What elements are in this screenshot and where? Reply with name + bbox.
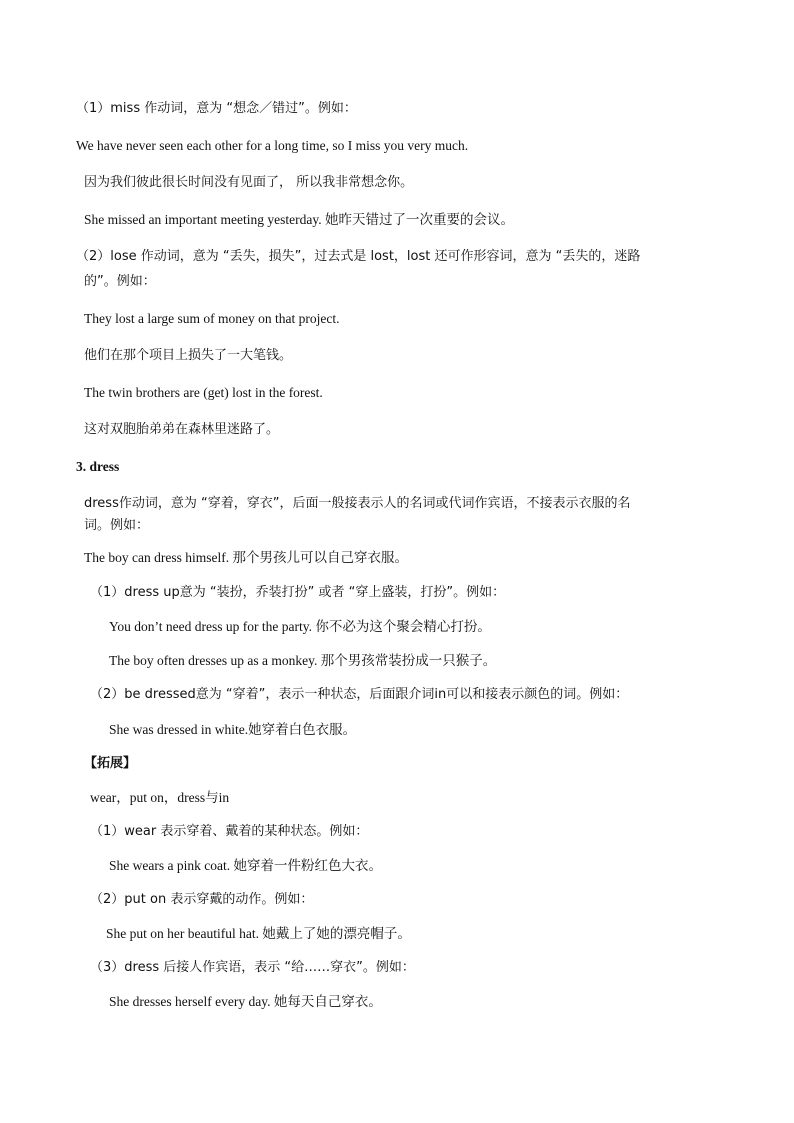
miss-example-chinese: 因为我们彼此很长时间没有见面了， 所以我非常想念你。 (84, 175, 414, 190)
lost-example-english: The twin brothers are (get) lost in the forest. (84, 385, 323, 400)
lost-example-chinese: 这对双胞胎弟弟在森林里迷路了。 (84, 422, 280, 437)
section-heading-dress: 3. dress (76, 459, 120, 474)
dress-definition-line-1: dress作动词，意为 “穿着，穿衣”，后面一般接表示人的名词或代词作宾语，不接表示衣服的名 (84, 496, 631, 511)
dress-example: The boy can dress himself. 那个男孩儿可以自己穿衣服。 (84, 550, 408, 565)
wear-example: She wears a pink coat. 她穿着一件粉红色大衣。 (109, 858, 382, 873)
lose-example-english: They lost a large sum of money on that project. (84, 311, 340, 326)
extension-heading: 【拓展】 (84, 756, 137, 771)
missed-example: She missed an important meeting yesterday. 她昨天错过了一次重要的会议。 (84, 212, 514, 227)
dress-up-example-1: You don’t need dress up for the party. 你不必为这个聚会精心打扮。 (109, 619, 491, 634)
lose-example-chinese: 他们在那个项目上损失了一大笔钱。 (84, 348, 293, 363)
extension-topic: wear，put on，dress与in (90, 790, 230, 805)
wear-definition: （1）wear 表示穿着、戴着的某种状态。例如： (90, 824, 369, 839)
miss-example-english: We have never seen each other for a long time, so I miss you very much. (76, 138, 469, 153)
dress-object-definition: （3）dress 后接人作宾语，表示 “给……穿衣”。例如： (90, 960, 415, 975)
be-dressed-definition: （2）be dressed意为 “穿着”，表示一种状态，后面跟介词in可以和接表示颜色的词。例如： (90, 687, 629, 702)
dress-definition-line-2: 词。例如： (84, 518, 150, 533)
lose-definition-line-2: 的”。例如： (84, 274, 156, 289)
put-on-definition: （2）put on 表示穿戴的动作。例如： (90, 892, 314, 907)
lose-definition-line-1: （2）lose 作动词，意为 “丢失，损失”，过去式是 lost，lost 还可作形容词，意为 “丢失的，迷路 (76, 249, 641, 264)
be-dressed-example: She was dressed in white.她穿着白色衣服。 (109, 722, 357, 737)
dress-object-example: She dresses herself every day. 她每天自己穿衣。 (109, 994, 382, 1009)
miss-definition-heading: （1）miss 作动词，意为 “想念／错过”。例如： (76, 101, 357, 116)
dress-up-definition: （1）dress up意为 “装扮，乔装打扮” 或者 “穿上盛装，打扮”。例如： (90, 585, 506, 600)
put-on-example: She put on her beautiful hat. 她戴上了她的漂亮帽子。 (106, 926, 411, 941)
dress-up-example-2: The boy often dresses up as a monkey. 那个男孩常装扮成一只猴子。 (109, 653, 497, 668)
